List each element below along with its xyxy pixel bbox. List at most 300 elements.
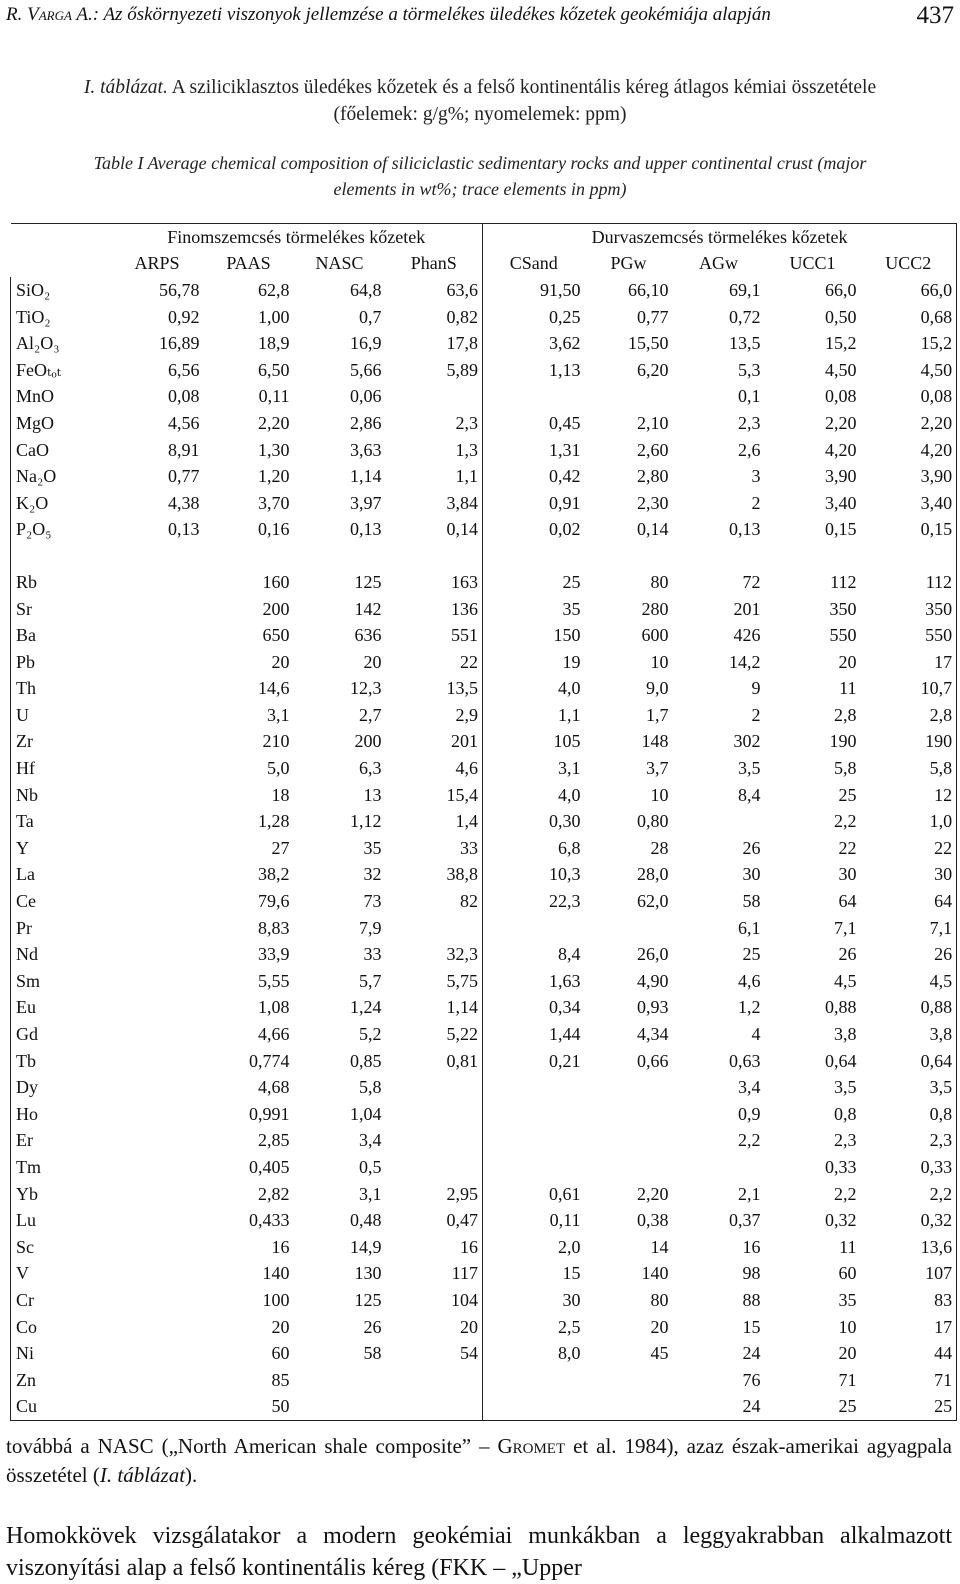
value-cell: 10,3 [549,864,581,885]
value-cell [111,649,204,676]
value-cell: 4,0 [558,678,581,699]
value-cell: 0,15 [825,519,857,540]
value-cell: 4,20 [861,437,957,464]
value-cell: 33,9 [258,944,290,965]
value-cell: 30 [742,864,761,885]
table-row [11,782,957,809]
value-cell [111,1261,204,1288]
value-cell: 5,7 [359,970,382,991]
value-cell [294,1367,386,1394]
value-cell: 6,56 [168,359,200,380]
value-cell [111,1234,204,1261]
value-cell: 1,63 [549,970,581,991]
column-header: UCC1 [789,253,836,274]
value-cell: 5,66 [350,359,382,380]
value-cell: 14,9 [350,1236,382,1257]
value-cell: 10,7 [861,676,957,703]
value-cell: 636 [354,625,382,646]
table-row [11,277,957,304]
value-cell: 2,82 [258,1183,290,1204]
value-cell: 0,25 [549,306,581,327]
value-cell: 80 [650,1289,669,1310]
value-cell: 10 [650,784,669,805]
value-cell: 0,13 [350,519,382,540]
value-cell: 0,405 [249,1156,290,1177]
value-cell: 0,37 [729,1210,761,1231]
value-cell: 6,1 [738,917,761,938]
element-label: Pb [11,649,111,676]
value-cell: 64 [861,888,957,915]
value-cell: 20 [386,1314,483,1341]
value-cell: 7,1 [861,915,957,942]
value-cell: 25 [562,571,581,592]
value-cell: 5,22 [386,1021,483,1048]
table-row [11,888,957,915]
value-cell: 4,5 [861,968,957,995]
table-row [11,437,957,464]
value-cell: 3,90 [825,466,857,487]
value-cell [483,1128,585,1155]
value-cell: 0,66 [637,1050,669,1071]
value-cell: 24 [673,1394,765,1421]
value-cell: 0,11 [549,1210,581,1231]
value-cell: 24 [742,1343,761,1364]
value-cell: 64,8 [350,279,382,300]
value-cell: 302 [733,731,761,752]
column-header: ARPS [134,253,180,274]
column-header: AGw [699,253,738,274]
value-cell: 2,2 [834,1183,857,1204]
value-cell [111,1394,204,1421]
value-cell [111,1074,204,1101]
value-cell: 107 [861,1261,957,1288]
table-row [11,729,957,756]
value-cell: 13 [363,784,382,805]
element-label: Cu [11,1394,111,1421]
value-cell [111,1287,204,1314]
value-cell: 1,4 [386,808,483,835]
element-label: Hf [11,755,111,782]
value-cell: 5,2 [359,1024,382,1045]
value-cell: 4,56 [168,412,200,433]
element-label: Ba [11,622,111,649]
value-cell: 3,1 [558,758,581,779]
value-cell: 25 [838,784,857,805]
value-cell: 1,24 [350,997,382,1018]
value-cell: 550 [861,622,957,649]
value-cell: 76 [742,1369,761,1390]
value-cell: 0,77 [168,466,200,487]
value-cell: 2,1 [738,1183,761,1204]
value-cell [585,1074,673,1101]
value-cell: 0,93 [637,997,669,1018]
value-cell: 650 [262,625,290,646]
table-row [11,915,957,942]
value-cell: 551 [386,622,483,649]
value-cell: 1,28 [258,811,290,832]
value-cell: 11 [839,678,857,699]
value-cell: 112 [830,571,857,592]
element-label: Cr [11,1287,111,1314]
value-cell: 0,88 [825,997,857,1018]
value-cell: 98 [742,1263,761,1284]
value-cell [111,1314,204,1341]
value-cell: 3,7 [646,758,669,779]
element-label: MgO [11,410,111,437]
value-cell: 1,7 [646,704,669,725]
value-cell: 91,50 [540,279,581,300]
element-label: Sm [11,968,111,995]
value-cell: 66,0 [861,277,957,304]
value-cell: 7,1 [834,917,857,938]
value-cell: 4,50 [825,359,857,380]
value-cell: 26 [363,1316,382,1337]
value-cell: 14,2 [729,651,761,672]
value-cell: 3,5 [834,1077,857,1098]
value-cell: 10 [838,1316,857,1337]
spacer-cell [204,543,294,569]
table-row [11,1101,957,1128]
value-cell: 4,20 [825,439,857,460]
value-cell: 10 [650,651,669,672]
value-cell: 7,9 [359,917,382,938]
value-cell: 16,9 [350,333,382,354]
value-cell: 44 [861,1340,957,1367]
element-label: Al₂O₃ [11,330,111,357]
value-cell [111,1181,204,1208]
value-cell: 88 [742,1289,761,1310]
value-cell: 104 [386,1287,483,1314]
value-cell: 63,6 [386,277,483,304]
value-cell: 2,3 [834,1130,857,1151]
value-cell [585,915,673,942]
value-cell: 26 [861,941,957,968]
value-cell: 4,6 [386,755,483,782]
value-cell: 66,0 [825,279,857,300]
value-cell [111,755,204,782]
value-cell [386,1394,483,1421]
value-cell: 15,50 [628,333,669,354]
value-cell [483,915,585,942]
table-row [11,702,957,729]
value-cell [483,1154,585,1181]
value-cell: 4,90 [637,970,669,991]
value-cell: 0,433 [249,1210,290,1231]
table-row [11,622,957,649]
value-cell [483,1367,585,1394]
value-cell: 2,20 [861,410,957,437]
value-cell: 72 [742,571,761,592]
value-cell: 2,3 [861,1128,957,1155]
value-cell: 0,5 [359,1156,382,1177]
value-cell: 0,08 [825,386,857,407]
table-row [11,517,957,544]
value-cell: 0,61 [549,1183,581,1204]
spacer-cell [765,543,861,569]
value-cell [386,1101,483,1128]
table-row [11,1340,957,1367]
value-cell: 160 [262,571,290,592]
value-cell: 0,38 [637,1210,669,1231]
value-cell: 54 [386,1340,483,1367]
element-label: Zn [11,1367,111,1394]
value-cell [294,1394,386,1421]
value-cell [111,1128,204,1155]
value-cell: 1,1 [386,463,483,490]
value-cell: 2,3 [738,412,761,433]
element-label: Y [11,835,111,862]
value-cell [483,1101,585,1128]
value-cell: 1,04 [350,1103,382,1124]
value-cell: 62,8 [258,279,290,300]
table-row [11,410,957,437]
value-cell: 200 [354,731,382,752]
value-cell: 26 [742,837,761,858]
value-cell: 0,13 [729,519,761,540]
value-cell: 9,0 [646,678,669,699]
value-cell: 0,774 [249,1050,290,1071]
table-row [11,463,957,490]
value-cell: 190 [829,731,857,752]
value-cell [483,1394,585,1421]
value-cell: 190 [861,729,957,756]
value-cell: 2,9 [386,702,483,729]
value-cell: 0,11 [258,386,290,407]
corner-cell [11,251,111,278]
spacer-cell [585,543,673,569]
table-row [11,357,957,384]
value-cell: 19 [562,651,581,672]
value-cell: 3,4 [738,1077,761,1098]
table-row [11,1394,957,1421]
composition-table [10,223,957,1421]
column-header: PhanS [386,251,483,278]
value-cell: 38,8 [386,862,483,889]
value-cell: 0,06 [350,386,382,407]
table-row [11,1207,957,1234]
value-cell: 62,0 [637,891,669,912]
page-number: 437 [916,2,954,29]
value-cell: 3,97 [350,492,382,513]
table-row [11,941,957,968]
body-paragraph-2: Homokkövek vizsgálatakor a modern geokémiai munkákban a leggyakrabban alkalmazott viszonyítási alap a felső kontinentális kéreg (FKK – „Upper [6,1523,952,1581]
value-cell: 2,60 [637,439,669,460]
table-row [11,1287,957,1314]
table-row [11,862,957,889]
value-cell: 5,75 [386,968,483,995]
column-header: CSand [509,253,558,274]
value-cell: 4,38 [168,492,200,513]
value-cell: 0,08 [168,386,200,407]
value-cell: 58 [363,1343,382,1364]
table-row [11,1234,957,1261]
table-row [11,676,957,703]
value-cell: 1,31 [549,439,581,460]
value-cell: 9 [751,678,761,699]
table-row [11,1314,957,1341]
value-cell: 2,5 [558,1316,581,1337]
value-cell: 1,00 [258,306,290,327]
value-cell: 1,12 [350,811,382,832]
value-cell: 0,63 [729,1050,761,1071]
value-cell: 2,0 [558,1236,581,1257]
value-cell: 136 [386,596,483,623]
table-row [11,1261,957,1288]
value-cell: 12 [861,782,957,809]
value-cell: 64 [838,891,857,912]
value-cell: 8,91 [168,439,200,460]
value-cell: 0,64 [861,1048,957,1075]
value-cell: 25 [765,1394,861,1421]
value-cell [111,1340,204,1367]
value-cell: 3,84 [386,490,483,517]
value-cell [111,1367,204,1394]
value-cell [111,596,204,623]
value-cell: 2,8 [834,704,857,725]
table-row [11,1181,957,1208]
value-cell: 3 [751,466,761,487]
value-cell: 1,14 [386,995,483,1022]
value-cell: 17 [861,649,957,676]
value-cell: 0,15 [861,517,957,544]
value-cell: 18 [271,784,290,805]
spacer-cell [11,543,111,569]
value-cell: 2,85 [258,1130,290,1151]
value-cell [386,1128,483,1155]
value-cell: 5,8 [359,1077,382,1098]
spacer-cell [673,543,765,569]
value-cell: 210 [262,731,290,752]
value-cell: 50 [204,1394,294,1421]
spacer-cell [861,543,957,569]
value-cell [111,915,204,942]
value-cell: 0,1 [738,386,761,407]
table-row [11,995,957,1022]
table-row [11,330,957,357]
value-cell: 73 [363,891,382,912]
value-cell [111,862,204,889]
value-cell: 60 [838,1263,857,1284]
value-cell: 0,14 [637,519,669,540]
value-cell [111,782,204,809]
element-label: U [11,702,111,729]
value-cell: 0,88 [861,995,957,1022]
value-cell: 4,50 [861,357,957,384]
value-cell: 0,33 [861,1154,957,1181]
value-cell: 125 [354,1289,382,1310]
element-label: Sc [11,1234,111,1261]
value-cell: 20 [363,651,382,672]
value-cell: 13,5 [729,333,761,354]
value-cell [386,384,483,411]
value-cell: 20 [271,651,290,672]
value-cell: 4,66 [258,1024,290,1045]
value-cell: 3,62 [549,333,581,354]
value-cell [111,995,204,1022]
value-cell: 3,8 [834,1024,857,1045]
value-cell: 3,90 [861,463,957,490]
table-caption-english: Table I Average chemical composition of siliciclastic sedimentary rocks and upper continental crust (major elements in wt%; trace elements in ppm) [93,153,867,199]
value-cell: 3,5 [861,1074,957,1101]
spacer-cell [111,543,204,569]
table-row [11,968,957,995]
value-cell: 30 [838,864,857,885]
value-cell: 71 [838,1369,857,1390]
value-cell: 600 [641,625,669,646]
value-cell: 12,3 [350,678,382,699]
value-cell: 140 [641,1263,669,1284]
value-cell: 2 [751,704,761,725]
value-cell: 4,0 [558,784,581,805]
value-cell: 0,08 [861,384,957,411]
value-cell [111,1154,204,1181]
table-row [11,649,957,676]
table-row [11,1048,957,1075]
value-cell: 30 [861,862,957,889]
value-cell: 79,6 [258,891,290,912]
value-cell: 3,5 [738,758,761,779]
element-label: K₂O [11,490,111,517]
value-cell: 17,8 [386,330,483,357]
value-cell [111,676,204,703]
value-cell [585,1394,673,1421]
element-label: Tm [11,1154,111,1181]
value-cell: 0,21 [549,1050,581,1071]
value-cell: 28 [650,837,669,858]
value-cell: 3,8 [861,1021,957,1048]
value-cell: 200 [262,598,290,619]
value-cell: 5,8 [834,758,857,779]
value-cell [111,1048,204,1075]
element-label: Tb [11,1048,111,1075]
running-title: R. Varga A.: Az őskörnyezeti viszonyok jellemzése a törmelékes üledékes kőzetek geokémiája alapján [6,4,771,25]
value-cell: 4,68 [258,1077,290,1098]
value-cell: 6,3 [359,758,382,779]
value-cell: 22,3 [549,891,581,912]
value-cell: 0,30 [549,811,581,832]
value-cell: 5,0 [267,758,290,779]
value-cell: 66,10 [628,279,669,300]
element-label: Ce [11,888,111,915]
value-cell: 130 [354,1263,382,1284]
value-cell: 15,2 [825,333,857,354]
value-cell [585,1154,673,1181]
value-cell: 17 [861,1314,957,1341]
value-cell: 142 [354,598,382,619]
value-cell: 2,6 [738,439,761,460]
element-label: Th [11,676,111,703]
value-cell [483,384,585,411]
element-label: Lu [11,1207,111,1234]
value-cell: 56,78 [159,279,200,300]
spacer-cell [294,543,386,569]
value-cell: 3,40 [861,490,957,517]
element-label: Dy [11,1074,111,1101]
value-cell: 28,0 [637,864,669,885]
value-cell: 0,32 [825,1210,857,1231]
value-cell: 0,32 [861,1207,957,1234]
value-cell [111,808,204,835]
value-cell: 16,89 [159,333,200,354]
element-label: MnO [11,384,111,411]
value-cell: 35 [363,837,382,858]
value-cell: 33 [363,944,382,965]
value-cell: 32 [363,864,382,885]
column-header: NASC [315,253,364,274]
value-cell [673,1154,765,1181]
group-header-coarse: Durvaszemcsés törmelékes kőzetek [483,224,957,251]
value-cell: 20 [271,1316,290,1337]
